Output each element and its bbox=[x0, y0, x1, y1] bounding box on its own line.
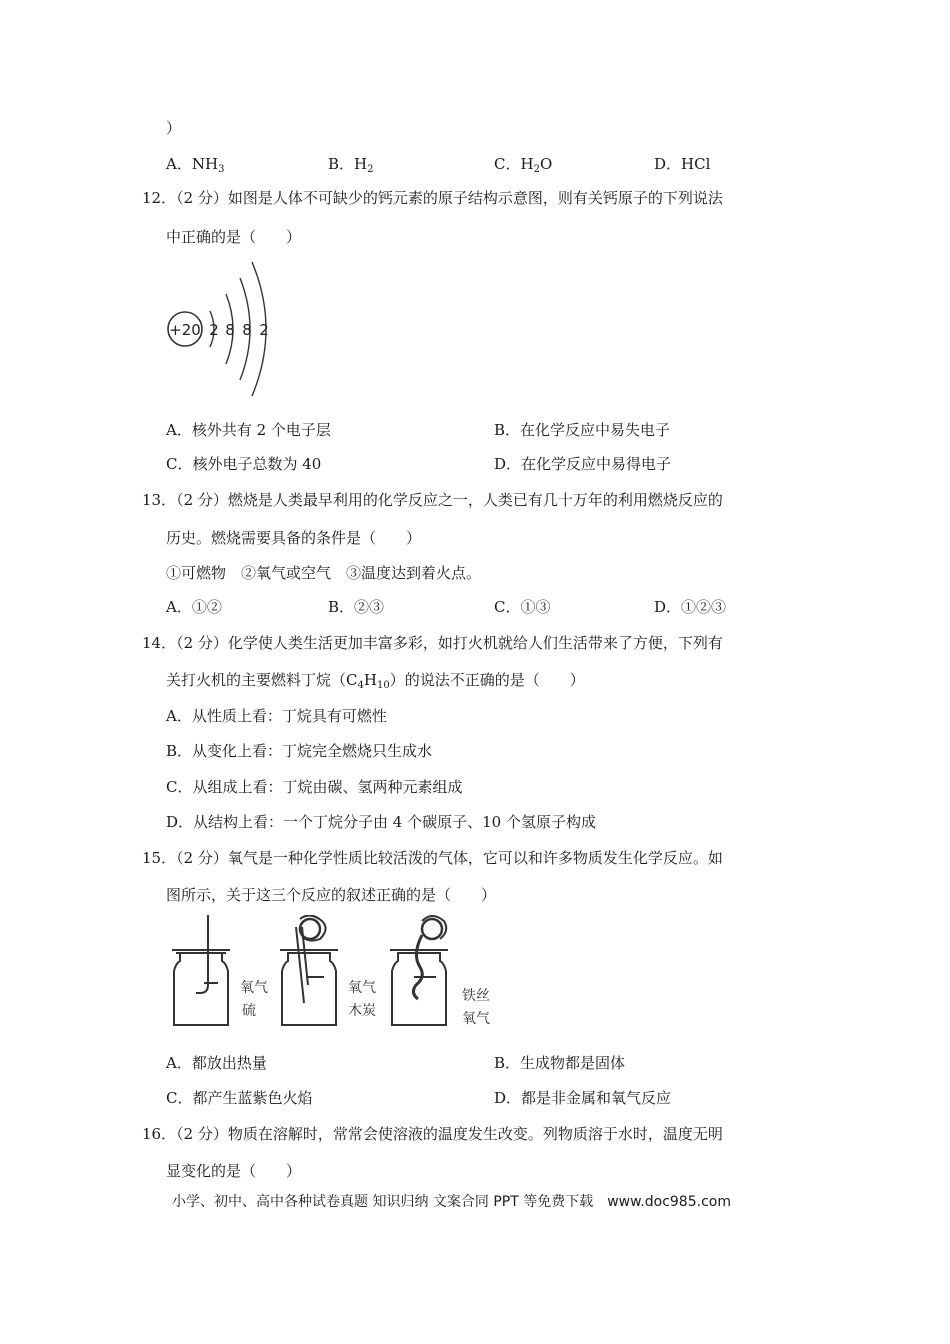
q12-option-c: C．核外电子总数为 40 bbox=[166, 455, 322, 473]
shell-1-electrons: 2 bbox=[209, 321, 219, 339]
q13-option-d: D．①②③ bbox=[654, 598, 727, 616]
jar2-label-top: 氧气 bbox=[348, 980, 376, 996]
q12-option-a: A．核外共有 2 个电子层 bbox=[166, 421, 331, 439]
q14-option-a: A．从性质上看：丁烷具有可燃性 bbox=[166, 707, 387, 725]
q11-option-c: C．$H_2O$ bbox=[494, 155, 553, 175]
q15-stem-line2: 图所示，关于这三个反应的叙述正确的是（ ） bbox=[166, 886, 497, 904]
oxygen-reactions-figure bbox=[160, 915, 510, 1035]
q11-option-d: D．HCl bbox=[654, 155, 711, 173]
q15-option-a: A．都放出热量 bbox=[166, 1054, 267, 1072]
jar3-label-bottom: 氧气 bbox=[462, 1011, 490, 1027]
page-footer: 小学、初中、高中各种试卷真题 知识归纳 文案合同 PPT 等免费下载 www.doc985.com bbox=[172, 1194, 731, 1210]
q16-stem-line1: 16．（2 分）物质在溶解时，常常会使溶液的温度发生改变。列物质溶于水时，温度无明 bbox=[142, 1125, 723, 1143]
q14-option-d: D．从结构上看：一个丁烷分子由 4 个碳原子、10 个氢原子构成 bbox=[166, 813, 596, 831]
q13-conditions: ①可燃物 ②氧气或空气 ③温度达到着火点。 bbox=[166, 564, 482, 582]
q13-stem-line2: 历史。燃烧需要具备的条件是（ ） bbox=[166, 529, 422, 547]
shell-3-electrons: 8 bbox=[242, 321, 252, 339]
q11-option-b: B．$H_2$ bbox=[328, 155, 374, 175]
q14-option-c: C．从组成上看：丁烷由碳、氢两种元素组成 bbox=[166, 778, 463, 796]
shell-2-electrons: 8 bbox=[225, 321, 235, 339]
shell-4-electrons: 2 bbox=[259, 321, 269, 339]
q13-option-b: B．②③ bbox=[328, 598, 385, 616]
jar-iron-wire bbox=[390, 916, 448, 1025]
jar2-label-bottom: 木炭 bbox=[348, 1003, 376, 1019]
jar3-label-top: 铁丝 bbox=[462, 988, 490, 1004]
q11-option-a: A．$NH_3$ bbox=[166, 155, 225, 175]
jar1-label-top: 氧气 bbox=[240, 980, 268, 996]
q15-stem-line1: 15．（2 分）氧气是一种化学性质比较活泼的气体，它可以和许多物质发生化学反应。如 bbox=[142, 849, 723, 867]
q13-stem-line1: 13．（2 分）燃烧是人类最早利用的化学反应之一，人类已有几十万年的利用燃烧反应的 bbox=[142, 491, 723, 509]
jar1-label-bottom: 硫 bbox=[242, 1003, 256, 1019]
jar-charcoal bbox=[280, 915, 338, 1025]
q16-stem-line2: 显变化的是（ ） bbox=[166, 1162, 302, 1180]
q11-paren-close: ） bbox=[166, 119, 182, 137]
calcium-atom-diagram bbox=[160, 254, 280, 404]
q13-option-a: A．①② bbox=[166, 598, 222, 616]
q14-stem-line2: 关打火机的主要燃料丁烷$(C_4H_{10})$的说法不正确的是（ ） bbox=[166, 671, 585, 691]
q12-option-b: B．在化学反应中易失电子 bbox=[494, 421, 671, 439]
jar-sulfur bbox=[172, 915, 230, 1025]
q15-option-b: B．生成物都是固体 bbox=[494, 1054, 626, 1072]
q12-stem-line2: 中正确的是（ ） bbox=[166, 228, 302, 246]
q15-option-c: C．都产生蓝紫色火焰 bbox=[166, 1089, 313, 1107]
q12-option-d: D．在化学反应中易得电子 bbox=[494, 455, 672, 473]
q15-option-d: D．都是非金属和氧气反应 bbox=[494, 1089, 672, 1107]
nucleus-charge: +20 bbox=[169, 321, 201, 339]
q14-option-b: B．从变化上看：丁烷完全燃烧只生成水 bbox=[166, 742, 433, 760]
q12-stem-line1: 12．（2 分）如图是人体不可缺少的钙元素的原子结构示意图，则有关钙原子的下列说法 bbox=[142, 189, 723, 207]
q13-option-c: C．①③ bbox=[494, 598, 551, 616]
q14-stem-line1: 14．（2 分）化学使人类生活更加丰富多彩，如打火机就给人们生活带来了方便，下列有 bbox=[142, 634, 723, 652]
